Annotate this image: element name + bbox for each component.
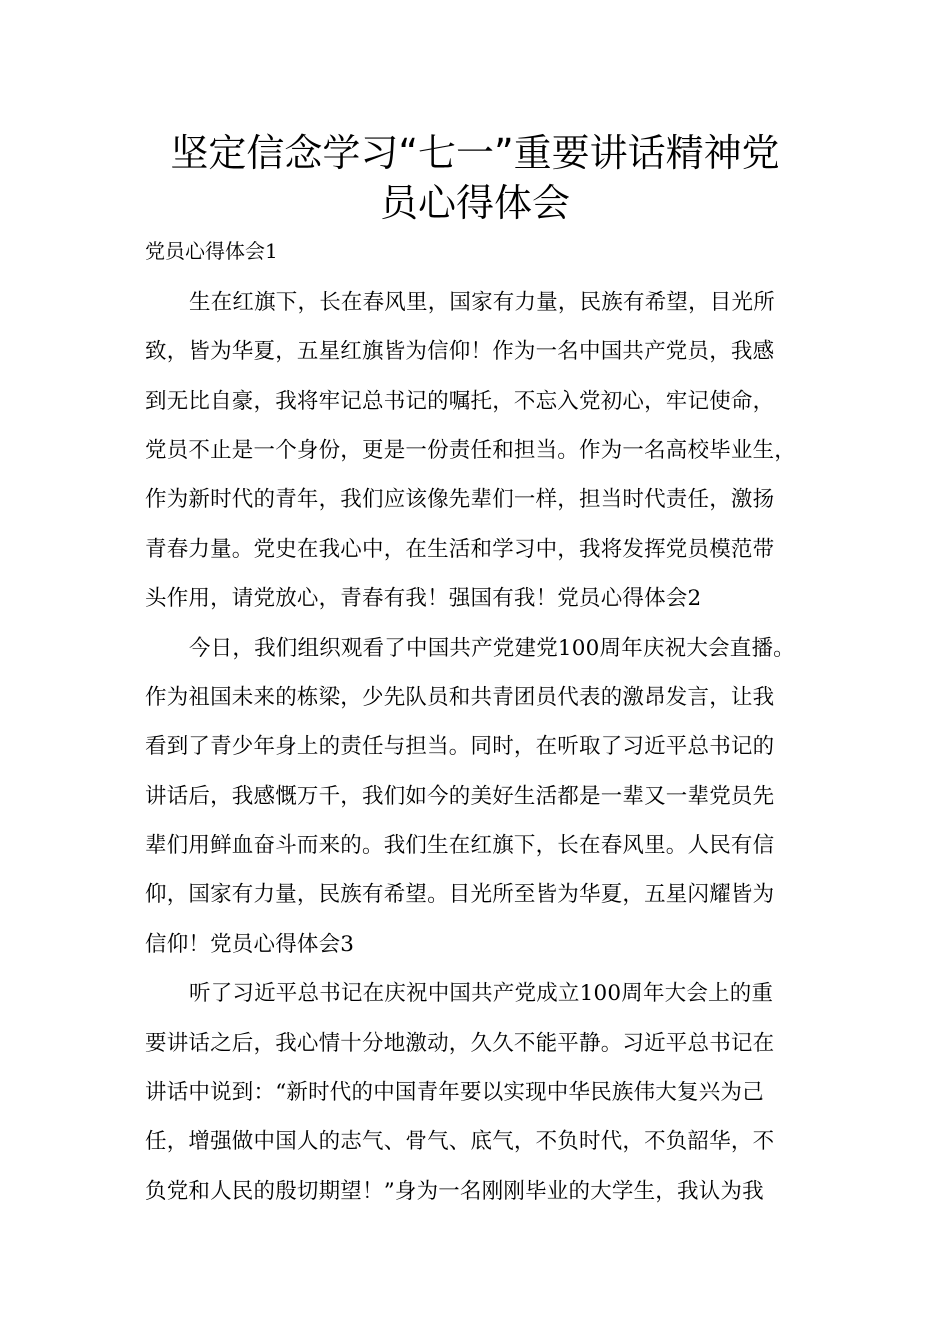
paragraph-line: 辈们用鲜血奋斗而来的。我们生在红旗下，长在春风里。人民有信	[145, 833, 775, 858]
paragraph-line: 讲话中说到：“新时代的中国青年要以实现中华民族伟大复兴为己	[145, 1080, 764, 1105]
paragraph-line: 负党和人民的殷切期望！”身为一名刚刚毕业的大学生，我认为我	[145, 1179, 764, 1204]
paragraph-line: 信仰！党员心得体会3	[145, 932, 355, 957]
paragraph-line: 听了习近平总书记在庆祝中国共产党成立100周年大会上的重	[189, 981, 774, 1006]
document-title-line-2: 员心得体会	[379, 181, 570, 225]
paragraph-line: 作为新时代的青年，我们应该像先辈们一样，担当时代责任，激扬	[145, 487, 775, 512]
paragraph-line: 生在红旗下，长在春风里，国家有力量，民族有希望，目光所	[189, 290, 775, 315]
section-label: 党员心得体会1	[145, 239, 278, 263]
paragraph-line: 今日，我们组织观看了中国共产党建党100周年庆祝大会直播。	[189, 636, 795, 661]
paragraph-line: 作为祖国未来的栋梁，少先队员和共青团员代表的激昂发言，让我	[145, 685, 775, 710]
paragraph-line: 党员不止是一个身份，更是一份责任和担当。作为一名高校毕业生，	[145, 438, 797, 463]
paragraph-line: 青春力量。党史在我心中，在生活和学习中，我将发挥党员模范带	[145, 537, 775, 562]
paragraph-line: 任，增强做中国人的志气、骨气、底气，不负时代，不负韶华，不	[145, 1129, 775, 1154]
paragraph-line: 看到了青少年身上的责任与担当。同时，在听取了习近平总书记的	[145, 734, 775, 759]
paragraph-line: 头作用，请党放心，青春有我！强国有我！党员心得体会2	[145, 586, 702, 611]
paragraph-line: 讲话后，我感慨万千，我们如今的美好生活都是一辈又一辈党员先	[145, 784, 775, 809]
paragraph-line: 仰，国家有力量，民族有希望。目光所至皆为华夏，五星闪耀皆为	[145, 882, 775, 907]
paragraph-line: 要讲话之后，我心情十分地激动，久久不能平静。习近平总书记在	[145, 1031, 775, 1056]
document-title-line-1: 坚定信念学习“七一”重要讲话精神党	[170, 131, 780, 175]
paragraph-line: 致，皆为华夏，五星红旗皆为信仰！作为一名中国共产党员，我感	[145, 339, 775, 364]
paragraph-line: 到无比自豪，我将牢记总书记的嘱托，不忘入党初心，牢记使命，	[145, 389, 775, 414]
